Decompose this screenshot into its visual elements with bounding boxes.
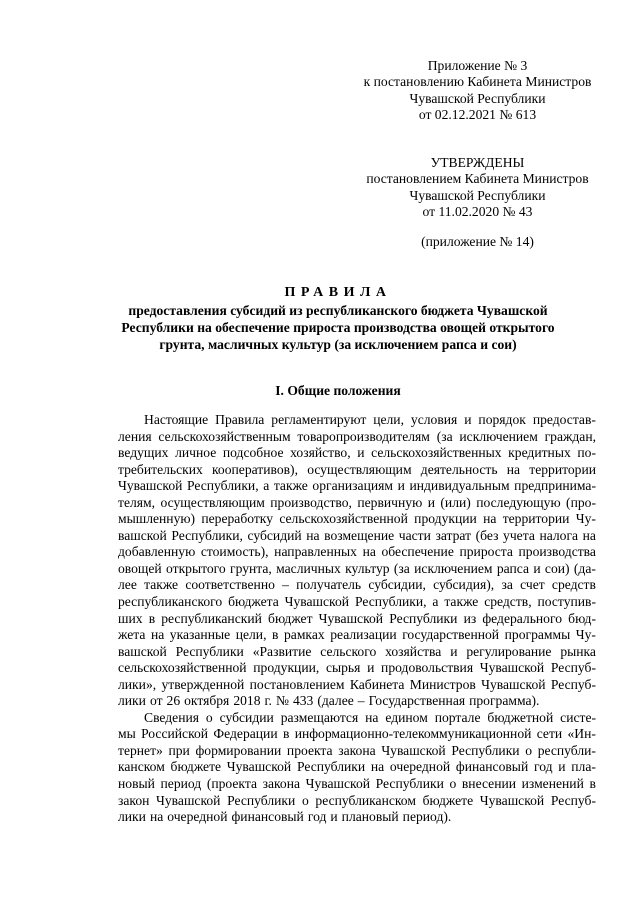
paragraph-1-line: вашской Республики, субсидий на возмещение части затрат (без учета налога на <box>118 527 596 543</box>
attachment-header <box>330 58 625 123</box>
paragraph-1-line: телям, осуществляющим производство, первичную и (или) последующую (про- <box>118 494 596 510</box>
approval-resolution: постановлением Кабинета Министров <box>366 171 589 187</box>
paragraph-2-line: мы Российской Федерации в информационно-телекоммуникационной сети «Ин- <box>118 726 596 742</box>
paragraph-1-line: мышленную) переработку сельскохозяйственной продукции на территории Чу- <box>118 511 596 527</box>
paragraph-2-line: новый период (проекта закона Чувашской Республики о внесении изменений в <box>118 776 596 792</box>
subtitle-line: грунта, масличных культур (за исключением рапса и сои) <box>159 337 517 352</box>
paragraph-1-line: добавленную стоимость), направленных на обеспечение прироста производства <box>118 544 596 560</box>
subtitle-line: Республики на обеспечение прироста производства овощей открытого <box>121 320 555 335</box>
paragraph-2-line: лики на очередной финансовый год и плановый период). <box>118 809 452 825</box>
paragraph-1-line: лее также соответственно – получатель субсидии, субсидия), за счет средств <box>118 577 596 593</box>
paragraph-1-line: Чувашской Республики, а также организациям и индивидуальным предпринима- <box>118 478 596 494</box>
document-body <box>118 412 596 826</box>
subtitle-line: предоставления субсидий из республиканского бюджета Чувашской <box>128 303 548 318</box>
section-heading: I. Общие положения <box>275 383 401 398</box>
paragraph-1-line: лики», утвержденной постановлением Кабинета Министров Чувашской Респуб- <box>118 676 596 692</box>
attachment-resolution: к постановлению Кабинета Министров <box>363 74 592 90</box>
approval-date: от 11.02.2020 № 43 <box>422 203 533 219</box>
paragraph-1-line: Настоящие Правила регламентируют цели, условия и порядок предостав- <box>144 412 596 427</box>
approval-republic: Чувашской Республики <box>409 187 546 203</box>
paragraph-1-line: требительских кооперативов), осуществляющим деятельность на территории <box>118 461 596 477</box>
document-subtitle <box>90 302 586 353</box>
attachment-date: от 02.12.2021 № 613 <box>418 106 537 122</box>
paragraph-1-line: овощей открытого грунта, масличных культур (за исключением рапса и сои) (да- <box>118 560 596 576</box>
approval-title: УТВЕРЖДЕНЫ <box>430 155 525 170</box>
approval-block <box>330 155 625 220</box>
attachment-14-text: (приложение № 14) <box>421 234 534 249</box>
paragraph-2-line: закон Чувашской Республики о республиканском бюджете Чувашской Респуб- <box>118 792 596 808</box>
paragraph-1-line: сельскохозяйственной продукции, сырья и продовольствия Чувашской Респуб- <box>118 660 596 676</box>
attachment-14-note <box>330 234 625 250</box>
paragraph-1-line: вашской Республики «Развитие сельского хозяйства и регулирование рынка <box>118 643 596 659</box>
paragraph-1-line: республиканского бюджета Чувашской Республики, а также средств, поступив- <box>118 594 596 610</box>
paragraph-1-line: жета на указанные цели, в рамках реализации государственной программы Чу- <box>118 627 596 643</box>
paragraph-2-line: Сведения о субсидии размещаются на едином портале бюджетной систе- <box>144 709 596 725</box>
document-title: ПРАВИЛА <box>284 285 392 300</box>
paragraph-1-line: ведущих личное подсобное хозяйство, и сельскохозяйственных кредитных по- <box>118 445 596 461</box>
attachment-number: Приложение № 3 <box>427 58 528 73</box>
paragraph-2-line: тернет» при формировании проекта закона Чувашской Республики о республи- <box>118 742 596 758</box>
paragraph-1-line: ших в республиканский бюджет Чувашской Республики из федерального бюд- <box>118 610 596 626</box>
attachment-republic: Чувашской Республики <box>409 90 546 106</box>
paragraph-1-line: ления сельскохозяйственным товаропроизводителям (за исключением граждан, <box>118 428 596 444</box>
paragraph-2-line: канском бюджете Чувашской Республики на очередной финансовый год и пла- <box>118 759 596 775</box>
paragraph-1-line: лики от 26 октября 2018 г. № 433 (далее – Государственная программа). <box>118 693 540 709</box>
